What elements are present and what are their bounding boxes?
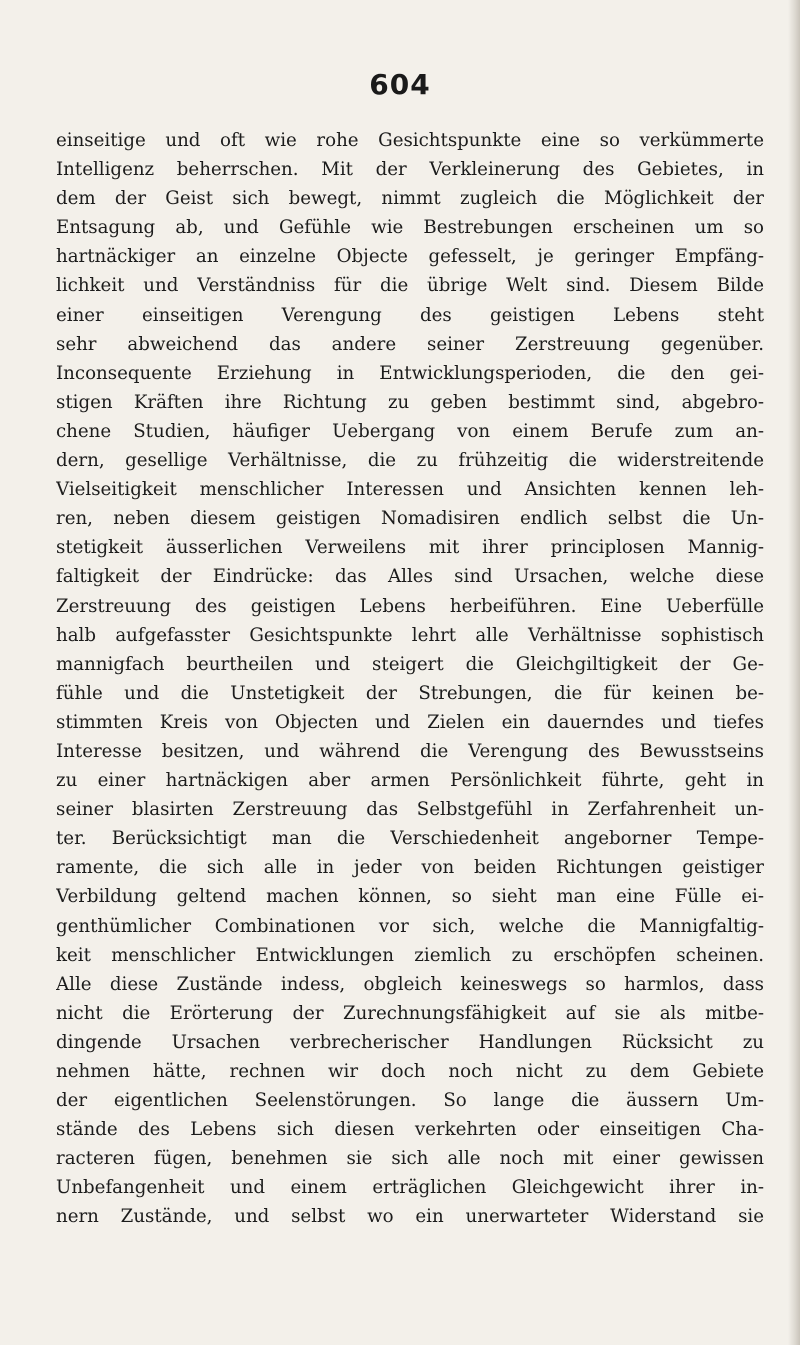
text-line: seiner blasirten Zerstreuung das Selbstgefühl in Zerfahrenheit un-: [56, 799, 764, 821]
text-line: nicht die Erörterung der Zurechnungsfähigkeit auf sie als mitbe-: [56, 1002, 764, 1024]
text-line: ren, neben diesem geistigen Nomadisiren endlich selbst die Un-: [56, 508, 764, 530]
text-line: der eigentlichen Seelenstörungen. So lange die äussern Um-: [56, 1090, 764, 1112]
text-line: Alle diese Zustände indess, obgleich keineswegs so harmlos, dass: [56, 973, 764, 995]
body-text: [56, 126, 764, 1232]
text-line: hartnäckiger an einzelne Objecte gefesselt, je geringer Empfäng-: [56, 246, 764, 268]
page-number: 604: [369, 68, 431, 101]
page-edge: [788, 0, 800, 1345]
text-line: Vielseitigkeit menschlicher Interessen und Ansichten kennen leh-: [56, 479, 764, 501]
text-line: Interesse besitzen, und während die Verengung des Bewusstseins: [56, 740, 764, 762]
text-line: stetigkeit äusserlichen Verweilens mit ihrer principlosen Mannig-: [56, 537, 764, 559]
text-line: genthümlicher Combinationen vor sich, welche die Mannigfaltig-: [56, 915, 764, 937]
text-line: nern Zustände, und selbst wo ein unerwarteter Widerstand sie: [56, 1206, 764, 1228]
text-line: einer einseitigen Verengung des geistigen Lebens steht: [56, 304, 764, 326]
text-line: halb aufgefasster Gesichtspunkte lehrt alle Verhältnisse sophistisch: [56, 624, 764, 646]
text-line: dem der Geist sich bewegt, nimmt zugleich die Möglichkeit der: [56, 188, 764, 210]
text-line: fühle und die Unstetigkeit der Strebungen, die für keinen be-: [56, 682, 764, 704]
text-line: Entsagung ab, und Gefühle wie Bestrebungen erscheinen um so: [56, 217, 764, 239]
text-line: Inconsequente Erziehung in Entwicklungsperioden, die den gei-: [56, 362, 764, 384]
text-line: Zerstreuung des geistigen Lebens herbeiführen. Eine Ueberfülle: [56, 595, 764, 617]
text-line: stimmten Kreis von Objecten und Zielen ein dauerndes und tiefes: [56, 711, 764, 733]
text-line: ter. Berücksichtigt man die Verschiedenheit angeborner Tempe-: [56, 828, 764, 850]
text-line: racteren fügen, benehmen sie sich alle noch mit einer gewissen: [56, 1148, 764, 1170]
text-line: dern, gesellige Verhältnisse, die zu frühzeitig die widerstreitende: [56, 450, 764, 472]
text-line: chene Studien, häufiger Uebergang von einem Berufe zum an-: [56, 420, 764, 442]
text-line: Intelligenz beherrschen. Mit der Verkleinerung des Gebietes, in: [56, 159, 764, 181]
text-line: mannigfach beurtheilen und steigert die Gleichgiltigkeit der Ge-: [56, 653, 764, 675]
text-line: stände des Lebens sich diesen verkehrten oder einseitigen Cha-: [56, 1119, 764, 1141]
text-line: zu einer hartnäckigen aber armen Persönlichkeit führte, geht in: [56, 770, 764, 792]
text-line: lichkeit und Verständniss für die übrige Welt sind. Diesem Bilde: [56, 275, 764, 297]
text-line: sehr abweichend das andere seiner Zerstreuung gegenüber.: [56, 333, 764, 355]
text-line: keit menschlicher Entwicklungen ziemlich zu erschöpfen scheinen.: [56, 944, 764, 966]
text-line: einseitige und oft wie rohe Gesichtspunkte eine so verkümmerte: [56, 130, 764, 151]
text-line: nehmen hätte, rechnen wir doch noch nicht zu dem Gebiete: [56, 1061, 764, 1082]
text-line: faltigkeit der Eindrücke: das Alles sind Ursachen, welche diese: [56, 566, 764, 588]
text-line: Unbefangenheit und einem erträglichen Gleichgewicht ihrer in-: [56, 1177, 764, 1199]
text-line: dingende Ursachen verbrecherischer Handlungen Rücksicht zu: [56, 1031, 764, 1053]
text-line: ramente, die sich alle in jeder von beiden Richtungen geistiger: [56, 857, 764, 879]
text-line: stigen Kräften ihre Richtung zu geben bestimmt sind, abgebro-: [56, 391, 764, 413]
text-line: Verbildung geltend machen können, so sieht man eine Fülle ei-: [56, 886, 764, 908]
